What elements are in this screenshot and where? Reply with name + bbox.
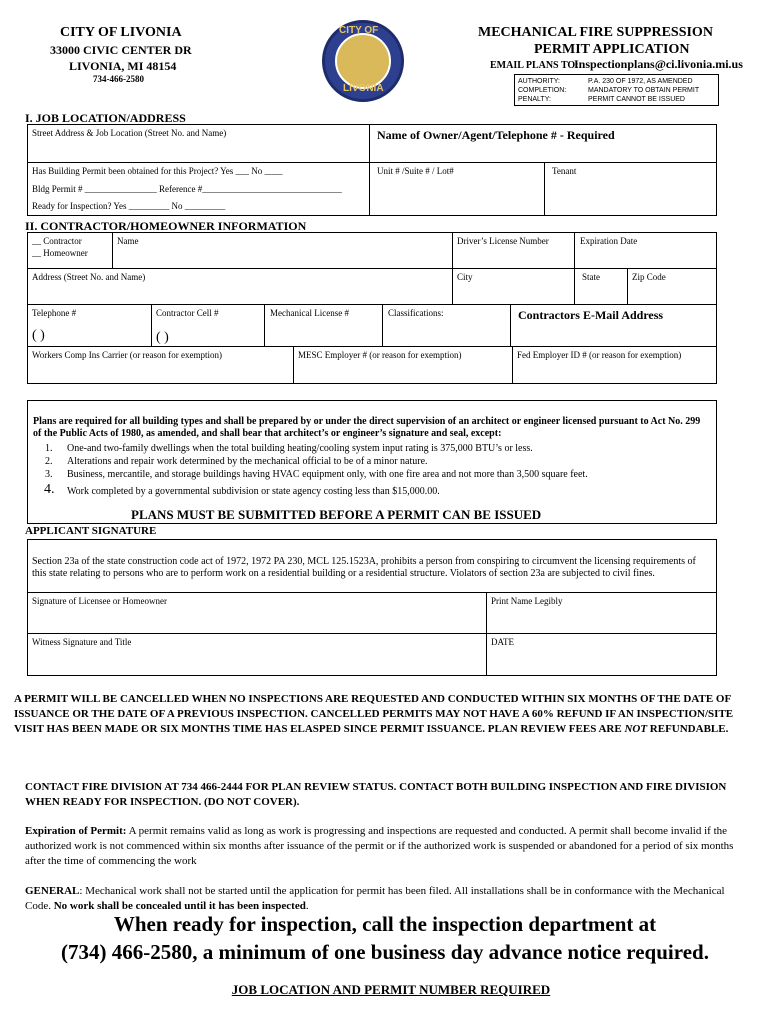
date-field[interactable]: DATE [491, 637, 514, 647]
email-address[interactable]: Inspectionplans@ci.livonia.mi.us [574, 57, 743, 71]
witness-signature-field[interactable]: Witness Signature and Title [32, 637, 132, 647]
city-seal-logo [322, 20, 404, 102]
form-title-1: MECHANICAL FIRE SUPPRESSION [478, 25, 713, 40]
authority-info [518, 77, 699, 104]
drivers-license-field[interactable]: Driver’s License Number [457, 236, 549, 246]
seal-text-bottom: LIVONIA [343, 83, 384, 94]
general-text: : Mechanical work shall not be started until the application for permit has been filed. All installations shall be in conformance with the Mechanical Code. [25, 885, 725, 912]
name-field[interactable]: Name [117, 236, 139, 246]
seal-center [335, 33, 391, 89]
plans-num-1: 1. [45, 443, 53, 454]
signature-heading: APPLICANT SIGNATURE [25, 525, 157, 537]
mechanical-license-field[interactable]: Mechanical License # [270, 308, 349, 318]
cancellation-end: REFUNDABLE. [647, 723, 729, 735]
cancellation-not: NOT [624, 723, 648, 735]
zip-code-field[interactable]: Zip Code [632, 272, 666, 282]
contractor-address-field[interactable]: Address (Street No. and Name) [32, 272, 146, 282]
section23a-text: Section 23a of the state construction code act of 1972, 1972 PA 230, MCL 125.1523A, prohibits a person from conspiring to circumvent the licensing requirements of this state relating to persons who are to perform work on a residential building or a residential structure. Violators of section 23a are subjected to civil fines. [32, 556, 696, 579]
inspection-call-line1: When ready for inspection, call the inspection department at [113, 912, 657, 936]
city-name: CITY OF LIVONIA [60, 25, 182, 40]
email-label: EMAIL PLANS TO: [490, 60, 579, 71]
city-state-zip: LIVONIA, MI 48154 [69, 59, 177, 73]
building-permit-question[interactable]: Has Building Permit been obtained for this Project? Yes ___ No ____ [32, 166, 283, 176]
classifications-field[interactable]: Classifications: [388, 308, 444, 318]
plans-intro: Plans are required for all building types and shall be prepared by or under the direct supervision of an architect or engineer licensed pursuant to Act No. 299 of the Public Acts of 1980, as amended, and shall bear that architect’s or engineer’s signature and seal, except: [33, 416, 701, 439]
licensee-signature-field[interactable]: Signature of Licensee or Homeowner [32, 596, 167, 606]
seal-text-top: CITY OF [339, 25, 379, 36]
general-label: GENERAL [25, 885, 80, 897]
plans-item-3: Business, mercantile, and storage buildings having HVAC equipment only, with one fire area and not more than 3,500 square feet. [67, 469, 588, 480]
unit-field[interactable]: Unit # /Suite # / Lot# [377, 166, 454, 176]
cancellation-notice [14, 692, 756, 737]
expiration-label: Expiration of Permit: [25, 825, 127, 837]
contractor-checkbox[interactable]: __ Contractor [32, 236, 82, 246]
general-end: . [305, 900, 309, 912]
telephone-parens: ( ) [32, 328, 45, 343]
ready-inspection-field[interactable]: Ready for Inspection? Yes _________ No _________ [32, 201, 226, 211]
fed-employer-field[interactable]: Fed Employer ID # (or reason for exemption) [517, 350, 682, 360]
authority-label: AUTHORITY: [518, 78, 561, 85]
city-address: 33000 CIVIC CENTER DR [50, 43, 192, 57]
tenant-field[interactable]: Tenant [552, 166, 577, 176]
workers-comp-field[interactable]: Workers Comp Ins Carrier (or reason for exemption) [32, 350, 222, 360]
expiration-notice [25, 824, 753, 869]
street-address-field[interactable]: Street Address & Job Location (Street No. and Name) [32, 128, 227, 138]
state-field[interactable]: State [582, 272, 600, 282]
owner-field[interactable]: Name of Owner/Agent/Telephone # - Required [377, 128, 615, 142]
section2-heading: II. CONTRACTOR/HOMEOWNER INFORMATION [25, 219, 307, 233]
penalty-value: PERMIT CANNOT BE ISSUED [588, 96, 685, 103]
completion-value: MANDATORY TO OBTAIN PERMIT [588, 87, 700, 94]
expiration-text: A permit remains valid as long as work is progressing and inspections are requested and conducted. A permit shall become invalid if the authorized work is not commenced within six months after issuance of the permit or if the authorized work is suspended or abandoned for a period of six months after the time of commencing the work [25, 825, 734, 867]
contact-notice: CONTACT FIRE DIVISION AT 734 466-2444 FOR PLAN REVIEW STATUS. CONTACT BOTH BUILDING INSPECTION AND FIRE DIVISION WHEN READY FOR INSPECTION. (DO NOT COVER). [25, 781, 727, 808]
general-notice [25, 884, 753, 914]
section1-heading: I. JOB LOCATION/ADDRESS [25, 111, 186, 125]
footer-requirement: JOB LOCATION AND PERMIT NUMBER REQUIRED [231, 982, 551, 997]
inspection-call-line2: (734) 466-2580, a minimum of one business day advance notice required. [61, 940, 709, 964]
plans-item-1: One-and two-family dwellings when the total building heating/cooling system input rating is 375,000 BTU’s or less. [67, 443, 533, 454]
cancellation-text: A PERMIT WILL BE CANCELLED WHEN NO INSPECTIONS ARE REQUESTED AND CONDUCTED WITHIN SIX MONTHS OF THE DATE OF ISSUANCE OR THE DATE OF A PREVIOUS INSPECTION. CANCELLED PERMITS MAY NOT HAVE A 60% REFUND IF AN INSPECTION/SITE VISIT HAS BEEN MADE OR SIX MONTHS TIME HAS ELASPED SINCE PERMIT ISSUANCE. PLAN REVIEW FEES ARE [14, 693, 734, 735]
mesc-employer-field[interactable]: MESC Employer # (or reason for exemption) [298, 350, 462, 360]
form-title-2: PERMIT APPLICATION [534, 42, 690, 57]
city-phone: 734-466-2580 [93, 74, 144, 84]
general-bold: No work shall be concealed until it has been inspected [53, 900, 306, 912]
plans-item-2: Alterations and repair work determined by the mechanical official to be of a minor nature. [67, 456, 428, 467]
contractor-cell-field[interactable]: Contractor Cell # [156, 308, 219, 318]
bldg-permit-field[interactable]: Bldg Permit # ________________ Reference #_______________________________ [32, 184, 342, 194]
print-name-field[interactable]: Print Name Legibly [491, 596, 563, 606]
plans-num-2: 2. [45, 456, 53, 467]
telephone-field[interactable]: Telephone # [32, 308, 77, 318]
homeowner-checkbox[interactable]: __ Homeowner [32, 248, 88, 258]
plans-item-4: Work completed by a governmental subdivision or state agency costing less than $15,000.00. [67, 486, 440, 497]
plans-num-4: 4. [44, 482, 55, 497]
expiration-date-field[interactable]: Expiration Date [580, 236, 638, 246]
plans-num-3: 3. [45, 469, 53, 480]
cell-parens: ( ) [156, 330, 169, 345]
contractor-email-field[interactable]: Contractors E-Mail Address [518, 308, 664, 322]
city-field[interactable]: City [457, 272, 473, 282]
completion-label: COMPLETION: [518, 87, 567, 94]
penalty-label: PENALTY: [518, 96, 551, 103]
authority-value: P.A. 230 OF 1972, AS AMENDED [588, 78, 693, 85]
plans-must-submit: PLANS MUST BE SUBMITTED BEFORE A PERMIT CAN BE ISSUED [131, 507, 542, 522]
